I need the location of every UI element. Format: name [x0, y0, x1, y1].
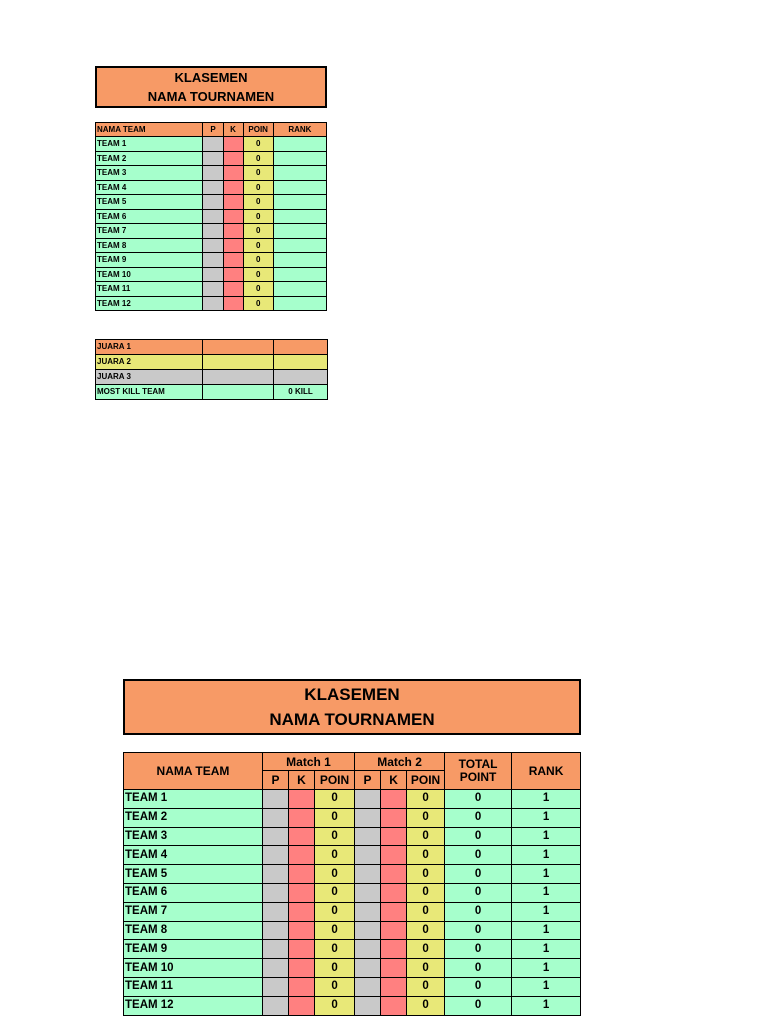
- juara3-label: JUARA 3: [96, 370, 203, 385]
- small-p-cell[interactable]: [203, 151, 223, 166]
- large-table-row: [124, 996, 581, 1015]
- small-rank-cell[interactable]: [273, 151, 326, 166]
- large-header-m2-p: P: [355, 771, 381, 790]
- small-rank-cell[interactable]: [273, 137, 326, 152]
- large-header-team: NAMA TEAM: [124, 753, 263, 790]
- small-poin-cell[interactable]: 0: [243, 224, 273, 239]
- juara1-row: [96, 340, 328, 355]
- small-rank-cell[interactable]: [273, 296, 326, 311]
- m2-k-cell[interactable]: [381, 790, 407, 809]
- m2-poin-cell[interactable]: 0: [407, 808, 445, 827]
- m2-k-cell[interactable]: [381, 977, 407, 996]
- m2-p-cell[interactable]: [355, 921, 381, 940]
- total-point-cell: 0: [445, 959, 512, 978]
- small-table-row: [96, 209, 327, 224]
- total-point-cell: 0: [445, 846, 512, 865]
- large-team-name: TEAM 10: [124, 959, 263, 978]
- small-p-cell[interactable]: [203, 180, 223, 195]
- m2-p-cell[interactable]: [355, 883, 381, 902]
- m2-poin-cell[interactable]: 0: [407, 865, 445, 884]
- large-header-m2-k: K: [381, 771, 407, 790]
- small-title-line2: NAMA TOURNAMEN: [147, 89, 275, 104]
- small-team-name: TEAM 3: [96, 166, 203, 181]
- large-team-name: TEAM 7: [124, 902, 263, 921]
- most-kill-row: [96, 385, 328, 400]
- large-team-name: TEAM 5: [124, 865, 263, 884]
- small-rank-cell[interactable]: [273, 282, 326, 297]
- small-team-name: TEAM 7: [96, 224, 203, 239]
- m2-poin-cell[interactable]: 0: [407, 996, 445, 1015]
- small-table-row: [96, 195, 327, 210]
- small-k-cell[interactable]: [223, 137, 243, 152]
- small-team-name: TEAM 12: [96, 296, 203, 311]
- small-rank-cell[interactable]: [273, 180, 326, 195]
- total-point-cell: 0: [445, 808, 512, 827]
- small-poin-cell[interactable]: 0: [243, 282, 273, 297]
- small-title-line1: KLASEMEN: [174, 70, 248, 85]
- small-rank-cell[interactable]: [273, 253, 326, 268]
- small-table-row: [96, 253, 327, 268]
- small-team-name: TEAM 6: [96, 209, 203, 224]
- small-team-name: TEAM 10: [96, 267, 203, 282]
- small-k-cell[interactable]: [223, 224, 243, 239]
- small-p-cell[interactable]: [203, 296, 223, 311]
- large-header-match2: Match 2: [355, 753, 445, 771]
- m1-poin-cell[interactable]: 0: [315, 959, 355, 978]
- rank-cell: 1: [512, 902, 581, 921]
- most-kill-team-cell[interactable]: [203, 385, 274, 400]
- m2-p-cell[interactable]: [355, 865, 381, 884]
- m1-poin-cell[interactable]: 0: [315, 977, 355, 996]
- small-team-name: TEAM 2: [96, 151, 203, 166]
- small-rank-cell[interactable]: [273, 209, 326, 224]
- large-team-name: TEAM 9: [124, 940, 263, 959]
- small-k-cell[interactable]: [223, 195, 243, 210]
- m2-poin-cell[interactable]: 0: [407, 827, 445, 846]
- m1-poin-cell[interactable]: 0: [315, 846, 355, 865]
- large-header-m1-poin: POIN: [315, 771, 355, 790]
- large-title-line2: NAMA TOURNAMEN: [269, 710, 435, 729]
- m1-k-cell[interactable]: [289, 902, 315, 921]
- small-k-cell[interactable]: [223, 209, 243, 224]
- large-team-name: TEAM 12: [124, 996, 263, 1015]
- m1-poin-cell[interactable]: 0: [315, 790, 355, 809]
- small-table-row: [96, 166, 327, 181]
- large-header-row-1: [124, 753, 581, 771]
- small-p-cell[interactable]: [203, 238, 223, 253]
- m2-p-cell[interactable]: [355, 940, 381, 959]
- large-title-line1: KLASEMEN: [304, 685, 400, 704]
- total-point-cell: 0: [445, 996, 512, 1015]
- small-poin-cell[interactable]: 0: [243, 253, 273, 268]
- m1-k-cell[interactable]: [289, 977, 315, 996]
- m2-k-cell[interactable]: [381, 883, 407, 902]
- small-table-row: [96, 282, 327, 297]
- rank-cell: 1: [512, 865, 581, 884]
- m1-k-cell[interactable]: [289, 790, 315, 809]
- juara1-team-cell[interactable]: [203, 340, 274, 355]
- total-point-cell: 0: [445, 921, 512, 940]
- large-table-row: [124, 940, 581, 959]
- small-p-cell[interactable]: [203, 195, 223, 210]
- large-header-total-line2: POINT: [459, 770, 497, 784]
- small-team-name: TEAM 1: [96, 137, 203, 152]
- small-k-cell[interactable]: [223, 282, 243, 297]
- m2-k-cell[interactable]: [381, 808, 407, 827]
- large-team-name: TEAM 8: [124, 921, 263, 940]
- small-poin-cell[interactable]: 0: [243, 137, 273, 152]
- m2-k-cell[interactable]: [381, 959, 407, 978]
- m2-k-cell[interactable]: [381, 921, 407, 940]
- winners-table: [95, 339, 328, 400]
- m1-p-cell[interactable]: [263, 940, 289, 959]
- m2-p-cell[interactable]: [355, 959, 381, 978]
- large-table-row: [124, 959, 581, 978]
- juara2-team-cell[interactable]: [203, 355, 274, 370]
- total-point-cell: 0: [445, 865, 512, 884]
- large-standings-table: [123, 752, 581, 1016]
- m1-k-cell[interactable]: [289, 883, 315, 902]
- small-rank-cell[interactable]: [273, 195, 326, 210]
- m1-p-cell[interactable]: [263, 846, 289, 865]
- m1-k-cell[interactable]: [289, 865, 315, 884]
- small-team-name: TEAM 4: [96, 180, 203, 195]
- m1-p-cell[interactable]: [263, 827, 289, 846]
- small-table-row: [96, 238, 327, 253]
- total-point-cell: 0: [445, 790, 512, 809]
- m1-p-cell[interactable]: [263, 902, 289, 921]
- large-header-m2-poin: POIN: [407, 771, 445, 790]
- rank-cell: 1: [512, 883, 581, 902]
- m2-k-cell[interactable]: [381, 940, 407, 959]
- m1-p-cell[interactable]: [263, 790, 289, 809]
- total-point-cell: 0: [445, 883, 512, 902]
- large-team-name: TEAM 11: [124, 977, 263, 996]
- m2-p-cell[interactable]: [355, 977, 381, 996]
- total-point-cell: 0: [445, 902, 512, 921]
- small-k-cell[interactable]: [223, 267, 243, 282]
- small-rank-cell[interactable]: [273, 224, 326, 239]
- m1-poin-cell[interactable]: 0: [315, 902, 355, 921]
- large-header-m1-p: P: [263, 771, 289, 790]
- total-point-cell: 0: [445, 827, 512, 846]
- small-poin-cell[interactable]: 0: [243, 151, 273, 166]
- m1-k-cell[interactable]: [289, 996, 315, 1015]
- small-team-name: TEAM 9: [96, 253, 203, 268]
- large-table-row: [124, 827, 581, 846]
- small-poin-cell[interactable]: 0: [243, 180, 273, 195]
- large-table-row: [124, 977, 581, 996]
- large-table-row: [124, 846, 581, 865]
- m2-poin-cell[interactable]: 0: [407, 940, 445, 959]
- small-p-cell[interactable]: [203, 137, 223, 152]
- large-header-total: [445, 753, 512, 790]
- small-header-poin: POIN: [243, 123, 273, 137]
- most-kill-value[interactable]: 0 KILL: [274, 385, 328, 400]
- m2-p-cell[interactable]: [355, 996, 381, 1015]
- small-header-k: K: [223, 123, 243, 137]
- small-header-rank: RANK: [273, 123, 326, 137]
- small-p-cell[interactable]: [203, 166, 223, 181]
- m2-poin-cell[interactable]: 0: [407, 883, 445, 902]
- m2-poin-cell[interactable]: 0: [407, 959, 445, 978]
- rank-cell: 1: [512, 846, 581, 865]
- large-header-m1-k: K: [289, 771, 315, 790]
- m1-p-cell[interactable]: [263, 865, 289, 884]
- small-poin-cell[interactable]: 0: [243, 195, 273, 210]
- m2-k-cell[interactable]: [381, 865, 407, 884]
- rank-cell: 1: [512, 977, 581, 996]
- small-k-cell[interactable]: [223, 253, 243, 268]
- m1-poin-cell[interactable]: 0: [315, 865, 355, 884]
- small-k-cell[interactable]: [223, 238, 243, 253]
- m2-k-cell[interactable]: [381, 827, 407, 846]
- m2-p-cell[interactable]: [355, 827, 381, 846]
- small-poin-cell[interactable]: 0: [243, 267, 273, 282]
- small-rank-cell[interactable]: [273, 238, 326, 253]
- m2-poin-cell[interactable]: 0: [407, 902, 445, 921]
- rank-cell: 1: [512, 940, 581, 959]
- large-table-row: [124, 902, 581, 921]
- rank-cell: 1: [512, 921, 581, 940]
- small-table-row: [96, 137, 327, 152]
- large-title-box: [123, 679, 581, 735]
- small-team-name: TEAM 11: [96, 282, 203, 297]
- small-title-box: [95, 66, 327, 108]
- juara2-row: [96, 355, 328, 370]
- small-p-cell[interactable]: [203, 282, 223, 297]
- m2-poin-cell[interactable]: 0: [407, 846, 445, 865]
- juara1-label: JUARA 1: [96, 340, 203, 355]
- m1-k-cell[interactable]: [289, 959, 315, 978]
- large-table-row: [124, 865, 581, 884]
- m1-poin-cell[interactable]: 0: [315, 996, 355, 1015]
- juara2-label: JUARA 2: [96, 355, 203, 370]
- large-team-name: TEAM 3: [124, 827, 263, 846]
- small-p-cell[interactable]: [203, 267, 223, 282]
- small-team-name: TEAM 5: [96, 195, 203, 210]
- m1-p-cell[interactable]: [263, 996, 289, 1015]
- large-team-name: TEAM 6: [124, 883, 263, 902]
- m1-poin-cell[interactable]: 0: [315, 883, 355, 902]
- large-table-row: [124, 883, 581, 902]
- small-table-row: [96, 296, 327, 311]
- m1-p-cell[interactable]: [263, 883, 289, 902]
- m2-p-cell[interactable]: [355, 846, 381, 865]
- small-k-cell[interactable]: [223, 166, 243, 181]
- small-p-cell[interactable]: [203, 209, 223, 224]
- m2-poin-cell[interactable]: 0: [407, 790, 445, 809]
- small-standings-table: [95, 122, 327, 311]
- m1-k-cell[interactable]: [289, 940, 315, 959]
- juara2-extra-cell[interactable]: [274, 355, 328, 370]
- m1-p-cell[interactable]: [263, 808, 289, 827]
- small-k-cell[interactable]: [223, 296, 243, 311]
- rank-cell: 1: [512, 959, 581, 978]
- total-point-cell: 0: [445, 940, 512, 959]
- large-header-rank: RANK: [512, 753, 581, 790]
- juara3-extra-cell[interactable]: [274, 370, 328, 385]
- large-team-name: TEAM 2: [124, 808, 263, 827]
- large-table-row: [124, 921, 581, 940]
- m1-poin-cell[interactable]: 0: [315, 808, 355, 827]
- small-p-cell[interactable]: [203, 253, 223, 268]
- large-team-name: TEAM 1: [124, 790, 263, 809]
- small-header-team: NAMA TEAM: [96, 123, 203, 137]
- small-table-row: [96, 267, 327, 282]
- rank-cell: 1: [512, 996, 581, 1015]
- small-poin-cell[interactable]: 0: [243, 238, 273, 253]
- large-table-row: [124, 808, 581, 827]
- rank-cell: 1: [512, 808, 581, 827]
- m2-p-cell[interactable]: [355, 808, 381, 827]
- small-p-cell[interactable]: [203, 224, 223, 239]
- small-poin-cell[interactable]: 0: [243, 166, 273, 181]
- small-rank-cell[interactable]: [273, 166, 326, 181]
- large-header-total-line1: TOTAL: [458, 757, 498, 771]
- m2-k-cell[interactable]: [381, 996, 407, 1015]
- rank-cell: 1: [512, 790, 581, 809]
- small-header-p: P: [203, 123, 223, 137]
- large-header-match1: Match 1: [263, 753, 355, 771]
- m2-poin-cell[interactable]: 0: [407, 977, 445, 996]
- m1-k-cell[interactable]: [289, 808, 315, 827]
- m2-k-cell[interactable]: [381, 902, 407, 921]
- juara3-row: [96, 370, 328, 385]
- m2-p-cell[interactable]: [355, 902, 381, 921]
- small-header-row: [96, 123, 327, 137]
- m1-k-cell[interactable]: [289, 827, 315, 846]
- small-poin-cell[interactable]: 0: [243, 209, 273, 224]
- small-rank-cell[interactable]: [273, 267, 326, 282]
- large-table-row: [124, 790, 581, 809]
- m1-poin-cell[interactable]: 0: [315, 921, 355, 940]
- m2-k-cell[interactable]: [381, 846, 407, 865]
- most-kill-label: MOST KILL TEAM: [96, 385, 203, 400]
- small-table-row: [96, 151, 327, 166]
- small-poin-cell[interactable]: 0: [243, 296, 273, 311]
- m1-p-cell[interactable]: [263, 959, 289, 978]
- m1-k-cell[interactable]: [289, 921, 315, 940]
- small-table-row: [96, 180, 327, 195]
- juara1-extra-cell[interactable]: [274, 340, 328, 355]
- small-k-cell[interactable]: [223, 180, 243, 195]
- rank-cell: 1: [512, 827, 581, 846]
- m1-p-cell[interactable]: [263, 977, 289, 996]
- large-team-name: TEAM 4: [124, 846, 263, 865]
- small-table-row: [96, 224, 327, 239]
- m2-poin-cell[interactable]: 0: [407, 921, 445, 940]
- m1-poin-cell[interactable]: 0: [315, 940, 355, 959]
- m1-p-cell[interactable]: [263, 921, 289, 940]
- small-k-cell[interactable]: [223, 151, 243, 166]
- m1-poin-cell[interactable]: 0: [315, 827, 355, 846]
- total-point-cell: 0: [445, 977, 512, 996]
- small-team-name: TEAM 8: [96, 238, 203, 253]
- juara3-team-cell[interactable]: [203, 370, 274, 385]
- m2-p-cell[interactable]: [355, 790, 381, 809]
- m1-k-cell[interactable]: [289, 846, 315, 865]
